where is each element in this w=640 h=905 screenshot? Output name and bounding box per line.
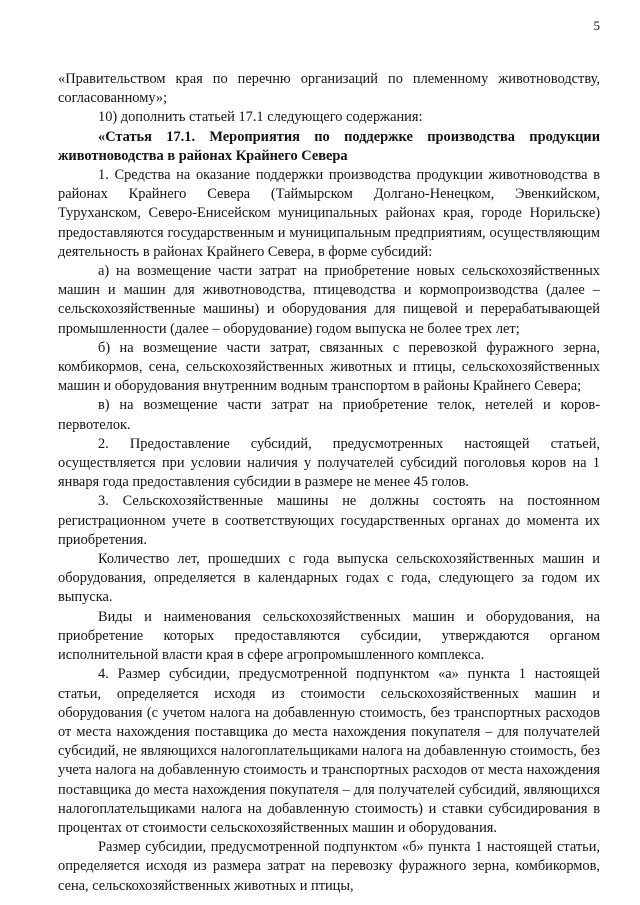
paragraph-item-4: 4. Размер субсидии, предусмотренной подпунктом «а» пункта 1 настоящей статьи, определяется исходя из стоимости сельскохозяйственных машин и оборудования (с учетом налога на добавленную стоимость, без транспортных расходов от места нахождения поставщика до места нахождения покупателя – для получателей субсидий, не являющихся налогоплательщиками налога на добавленную стоимость, без учета налога на добавленную стоимость и транспортных расходов от места нахождения поставщика до места нахождения покупателя – для получателей субсидий, являющихся налогоплательщиками налога на добавленную стоимость) и ставки субсидирования в процентах от стоимости сельскохозяйственных машин и оборудования.: [58, 666, 600, 836]
paragraph-subitem-v: в) на возмещение части затрат на приобретение телок, нетелей и коров-первотелок.: [58, 397, 600, 433]
paragraph-years-count: Количество лет, прошедших с года выпуска сельскохозяйственных машин и оборудования, определяется в календарных годах с года, следующего за годом их выпуска.: [58, 551, 600, 606]
article-heading: «Статья 17.1. Мероприятия по поддержке производства продукции животноводства в районах Крайнего Севера: [58, 128, 600, 164]
paragraph-subitem-a: а) на возмещение части затрат на приобретение новых сельскохозяйственных машин и машин для животноводства, птицеводства и кормопроизводства (далее – сельскохозяйственные машины) и оборудования для пищевой и перерабатывающей промышленности (далее – оборудование) годом выпуска не более трех лет;: [58, 263, 600, 337]
paragraph-item-3: 3. Сельскохозяйственные машины не должны состоять на постоянном регистрационном учете в соответствующих государственных органах до момента их приобретения.: [58, 493, 600, 548]
paragraph-2: 10) дополнить статьей 17.1 следующего содержания:: [98, 109, 423, 126]
paragraph-subsidy-b: Размер субсидии, предусмотренной подпунктом «б» пункта 1 настоящей статьи, определяется исходя из размера затрат на перевозку фуражного зерна, комбикормов, сена, сельскохозяйственных животных и птицы,: [58, 839, 600, 894]
page-number: 5: [593, 18, 600, 33]
paragraph-item-2: 2. Предоставление субсидий, предусмотренных настоящей статьей, осуществляется при условии наличия у получателей субсидий поголовья коров на 1 января года предоставления субсидии в размере не менее 45 голов.: [58, 435, 600, 491]
paragraph-machine-types: Виды и наименования сельскохозяйственных машин и оборудования, на приобретение которых предоставляются субсидии, утверждаются органом исполнительной власти края в сфере агропромышленного комплекса.: [58, 608, 600, 664]
document-body: [58, 70, 600, 896]
paragraph-item-1: 1. Средства на оказание поддержки производства продукции животноводства в районах Крайнего Севера (Таймырском Долгано-Ненецком, Эвенкийском, Туруханском, Северо-Енисейском муниципальных районах края, городе Норильске) предоставляются государственным и муниципальным предприятиям, осуществляющим деятельность в районах Крайнего Севера, в форме субсидий:: [58, 167, 600, 260]
paragraph-1: «Правительством края по перечню организаций по племенному животноводству, согласованному»;: [58, 71, 600, 107]
paragraph-subitem-b: б) на возмещение части затрат, связанных с перевозкой фуражного зерна, комбикормов, сена, сельскохозяйственных животных и птицы, сельскохозяйственных машин и оборудования внутренним водным транспортом в районы Крайнего Севера;: [58, 339, 600, 395]
